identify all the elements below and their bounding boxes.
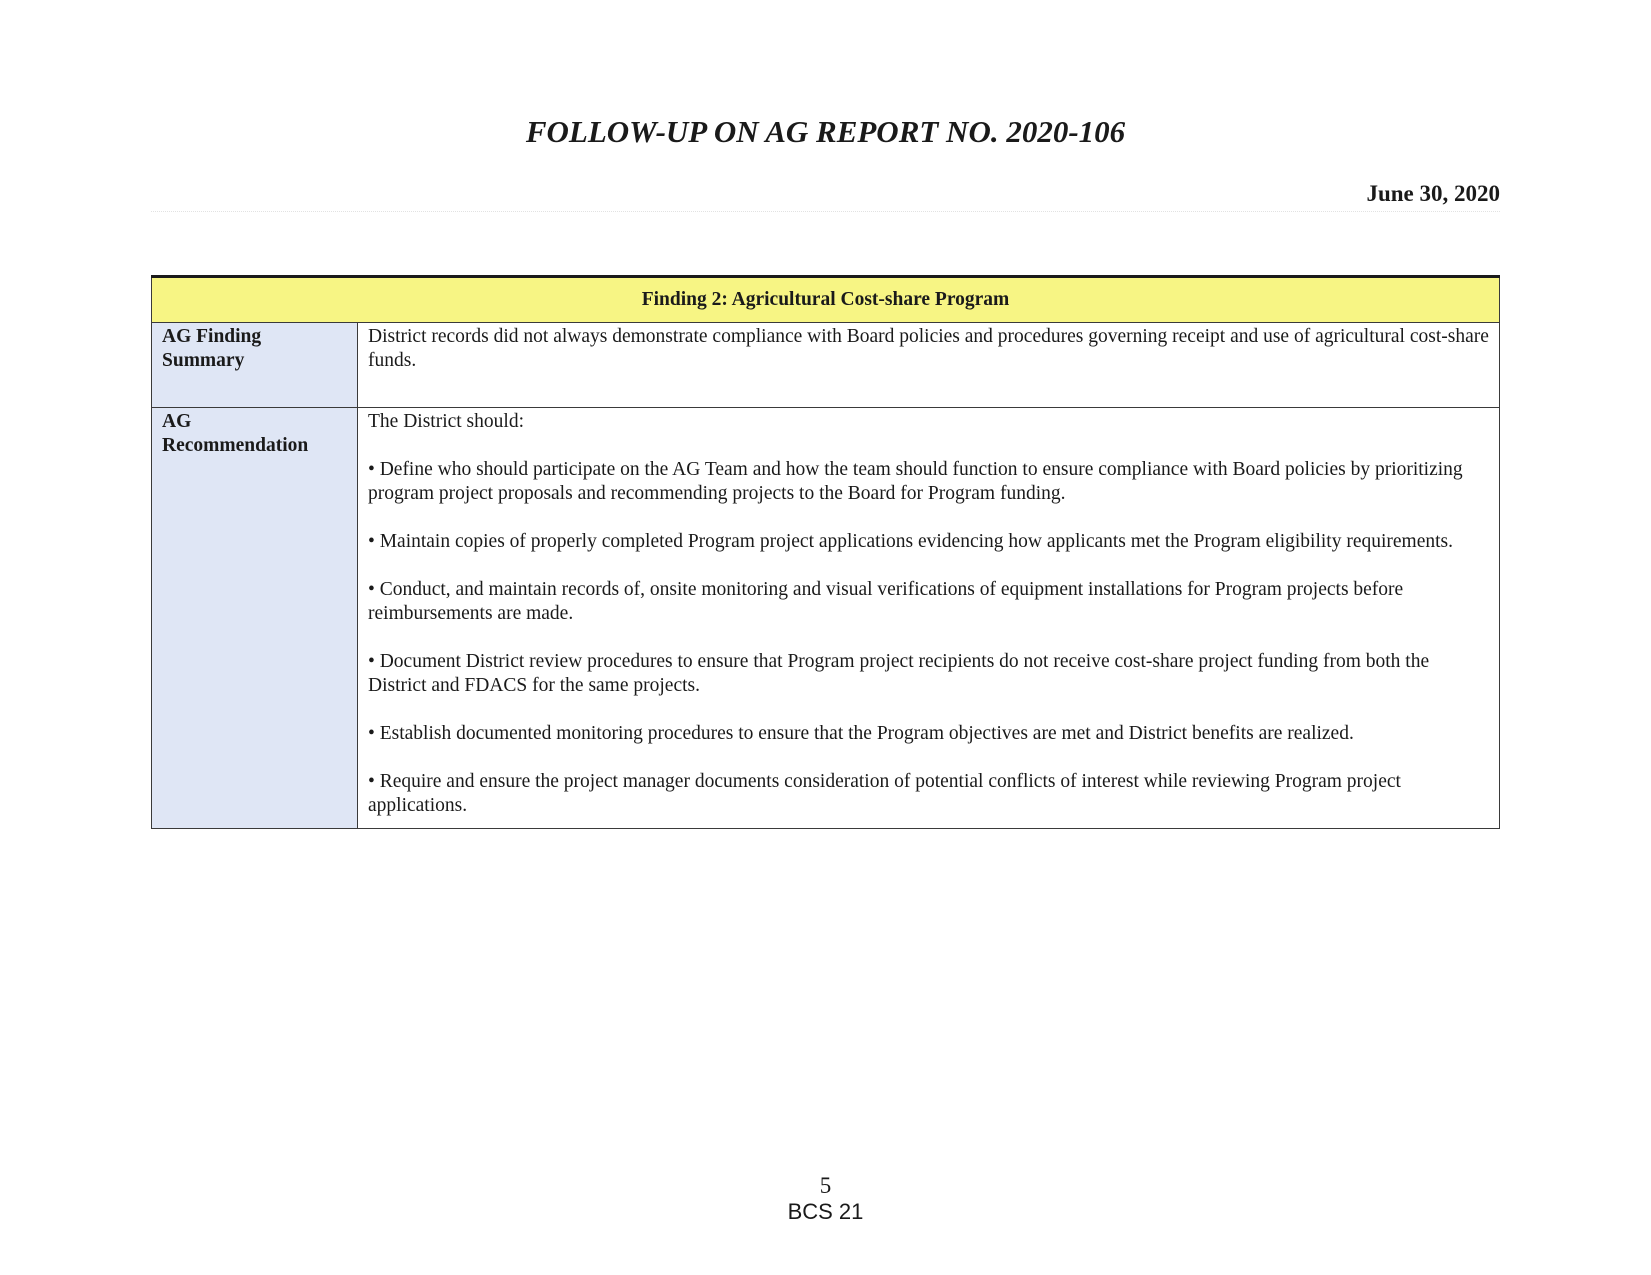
- page-code: BCS 21: [787, 1199, 864, 1224]
- header-divider: [151, 211, 1500, 212]
- finding-heading-row: [152, 277, 1500, 323]
- recommendation-label: [152, 408, 358, 829]
- recommendation-row: [152, 408, 1500, 829]
- summary-row: [152, 323, 1500, 408]
- finding-table: [151, 275, 1500, 829]
- summary-label: [152, 323, 358, 408]
- recommendation-label-line1: AG: [162, 411, 192, 432]
- document-date: June 30, 2020: [1366, 181, 1500, 206]
- recommendation-item: • Conduct, and maintain records of, onsite monitoring and visual verifications of equipment installations for Program projects before reimbursements are made.: [368, 579, 1404, 624]
- document-title: FOLLOW-UP ON AG REPORT NO. 2020-106: [525, 114, 1126, 149]
- finding-heading: Finding 2: Agricultural Cost-share Program: [152, 277, 1500, 323]
- recommendation-item: • Require and ensure the project manager documents consideration of potential conflicts of interest while reviewing Program project applications.: [368, 771, 1401, 816]
- recommendation-item: • Maintain copies of properly completed Program project applications evidencing how applicants met the Program eligibility requirements.: [368, 531, 1453, 552]
- recommendation-intro: The District should:: [368, 411, 524, 432]
- recommendation-item: • Document District review procedures to ensure that Program project recipients do not receive cost-share project funding from both the District and FDACS for the same projects.: [368, 651, 1430, 696]
- recommendation-item: • Establish documented monitoring procedures to ensure that the Program objectives are met and District benefits are realized.: [368, 723, 1354, 744]
- summary-text: District records did not always demonstrate compliance with Board policies and procedures governing receipt and use of agricultural cost-share funds.: [358, 323, 1500, 408]
- recommendation-label-line2: Recommendation: [162, 435, 309, 456]
- page-number: 5: [819, 1173, 832, 1198]
- summary-label-line2: Summary: [162, 350, 245, 371]
- summary-label-line1: AG Finding: [162, 326, 262, 347]
- recommendation-item: • Define who should participate on the AG Team and how the team should function to ensure compliance with Board policies by prioritizing program project proposals and recommending projects to the Board for Program funding.: [368, 459, 1463, 504]
- recommendation-content: [358, 408, 1500, 829]
